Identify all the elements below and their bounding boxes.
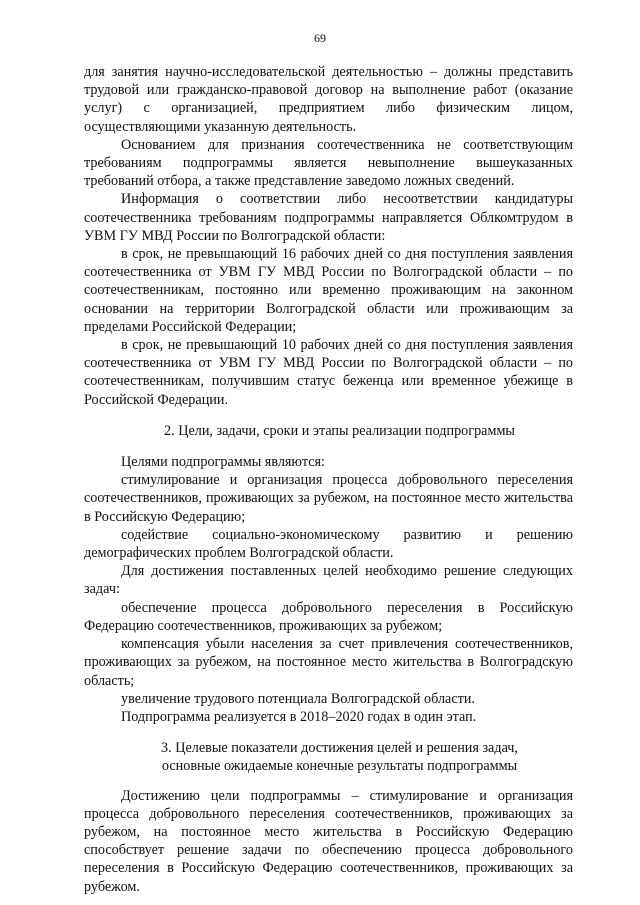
- section-heading-3: [84, 739, 573, 775]
- paragraph: Достижению цели подпрограммы – стимулирование и организация процесса добровольного переселения соотечественников, проживающих за рубежом, на постоянное место жительства в Российскую Федерацию способствует решение задачи по обеспечению процесса добровольного переселения в Российскую Федерацию соотечественников, проживающих за рубежом.: [84, 787, 573, 895]
- paragraph: для занятия научно-исследовательской деятельностью – должны представить трудовой или гражданско-правовой договор на выполнение работ (оказание услуг) с организацией, предприятием либо физическим лицом, осуществляющими указанную деятельность.: [84, 64, 573, 135]
- page-number: 69: [314, 31, 326, 45]
- paragraph: компенсация убыли населения за счет привлечения соотечественников, проживающих за рубежом, на постоянное место жительства в Волгоградскую область;: [84, 636, 573, 689]
- page-content: [84, 63, 573, 896]
- paragraph: в срок, не превышающий 16 рабочих дней со дня поступления заявления соотечественника от УВМ ГУ МВД России по Волгоградской области – по соотечественникам, постоянно или временно проживающим на законном основании на территории Волгоградской области или проживающим за пределами Российской Федерации;: [84, 246, 573, 335]
- paragraph: в срок, не превышающий 10 рабочих дней со дня поступления заявления соотечественника от УВМ ГУ МВД России по Волгоградской области – по соотечественникам, получившим статус беженца или временное убежище в Российской Федерации.: [84, 337, 573, 408]
- paragraph: Целями подпрограммы являются:: [121, 454, 325, 471]
- paragraph: увеличение трудового потенциала Волгоградской области.: [121, 690, 475, 707]
- paragraph: Основанием для признания соотечественника не соответствующим требованиям подпрограммы является невыполнение вышеуказанных требований отбора, а также представление заведомо ложных сведений.: [84, 136, 573, 190]
- section-heading-3-line-1: 3. Целевые показатели достижения целей и решения задач,: [161, 740, 518, 757]
- section-heading-2: 2. Цели, задачи, сроки и этапы реализации подпрограммы: [164, 422, 515, 439]
- paragraph: Подпрограмма реализуется в 2018–2020 годах в один этап.: [121, 708, 477, 725]
- paragraph: Информация о соответствии либо несоответствии кандидатуры соотечественника требованиям подпрограммы направляется Облкомтрудом в УВМ ГУ МВД России по Волгоградской области:: [84, 191, 573, 244]
- paragraph: содействие социально-экономическому развитию и решению демографических проблем Волгоградской области.: [84, 526, 573, 562]
- section-heading-3-line-2: основные ожидаемые конечные результаты подпрограммы: [161, 758, 518, 775]
- paragraph: Для достижения поставленных целей необходимо решение следующих задач:: [84, 563, 573, 598]
- paragraph: стимулирование и организация процесса добровольного переселения соотечественников, проживающих за рубежом, на постоянное место жительства в Российскую Федерацию;: [84, 472, 573, 525]
- paragraph: обеспечение процесса добровольного переселения в Российскую Федерацию соотечественников, проживающих за рубежом;: [84, 599, 573, 634]
